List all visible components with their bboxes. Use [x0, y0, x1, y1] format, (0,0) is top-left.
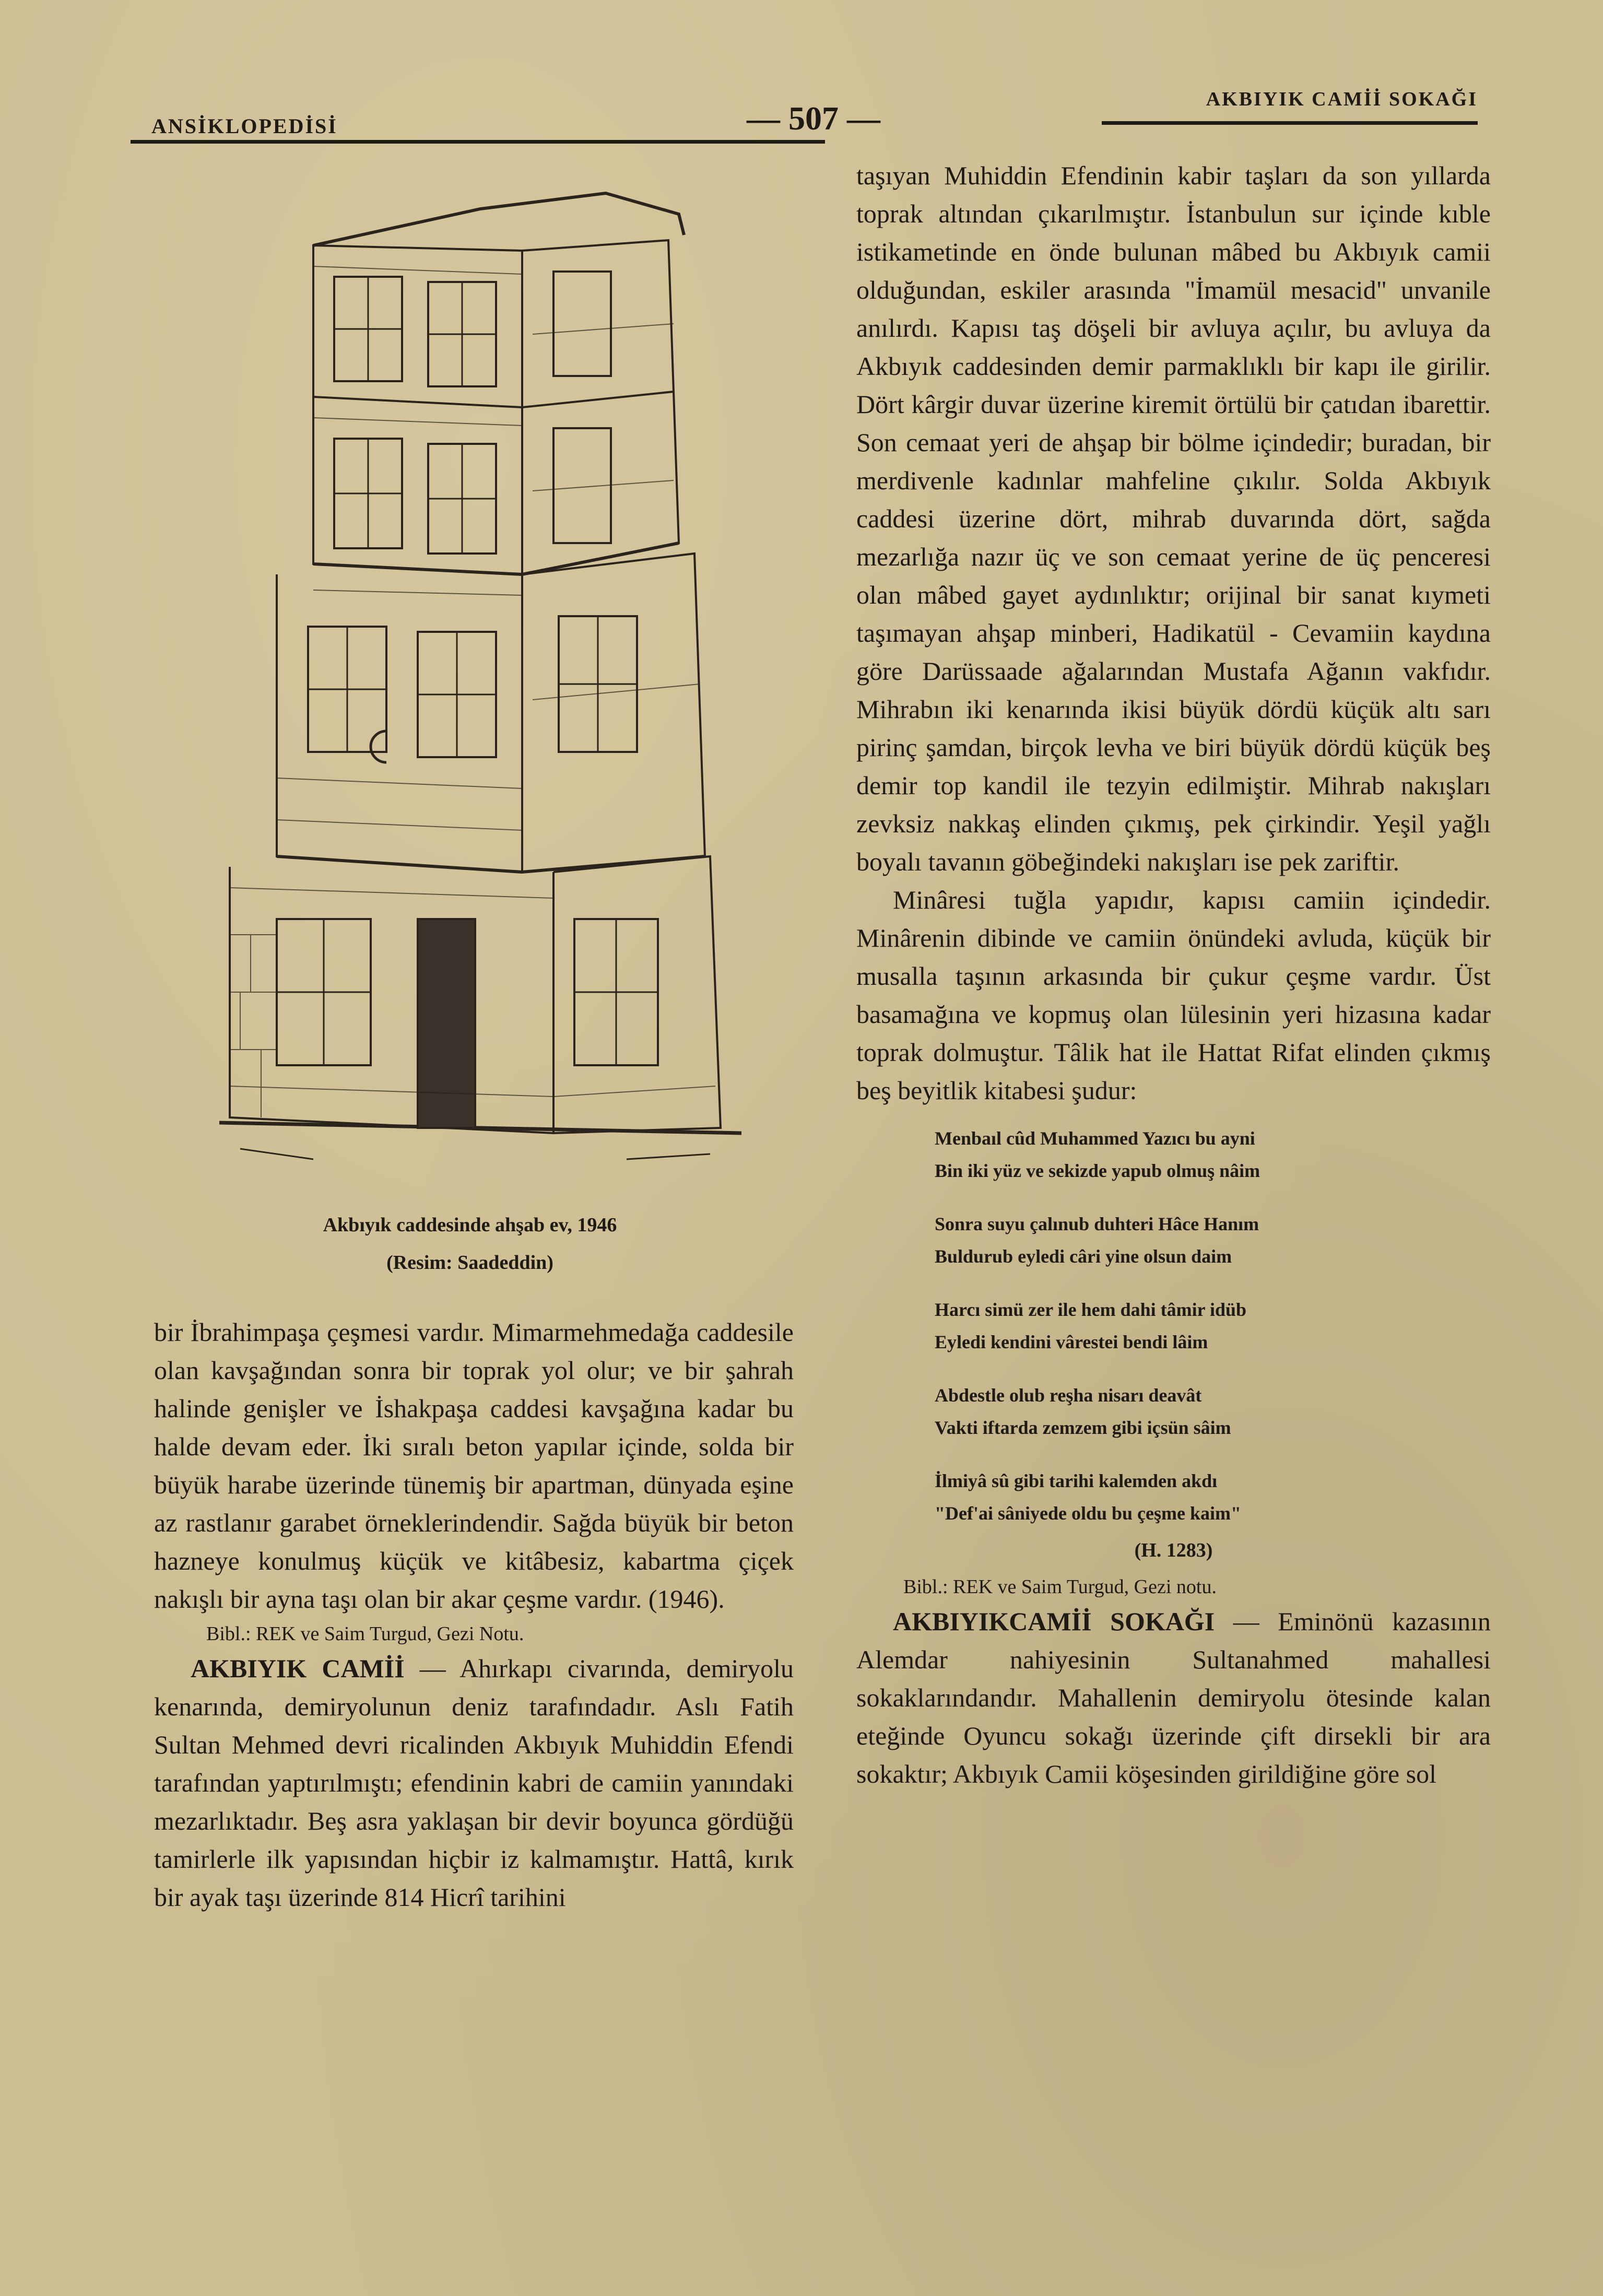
- left-paragraph-1: bir İbrahimpaşa çeşmesi vardır. Mimarmehmedağa caddesile olan kavşağından sonra bir toprak yol olur; ve bir şahrah halinde genişler ve İshakpaşa caddesi kavşağına kadar bu halde devam eder. İki sıralı beton yapılar içinde, solda bir büyük harabe üzerinde tünemiş bir apartman, dünyada eşine az rastlanır garabet örneklerindendir. Sağda büyük bir beton hazneye konulmuş küçük ve kitâbesiz, kabartma çiçek nakışlı bir ayna taşı olan bir akar çeşme vardır. (1946).: [154, 1317, 794, 1614]
- entry-akbiyik-camii: [154, 1650, 794, 1916]
- verse-stanza: [935, 1293, 1491, 1358]
- header-right-title: AKBIYIK CAMİİ SOKAĞI: [1206, 88, 1478, 110]
- right-column: [856, 157, 1491, 1793]
- verse-line: Vakti iftarda zemzem gibi içsün sâim: [935, 1417, 1231, 1438]
- verse-stanza: [935, 1122, 1491, 1187]
- verse-line: "Def'ai sâniyede oldu bu çeşme kaim": [935, 1503, 1241, 1524]
- verse-stanza: [935, 1208, 1491, 1273]
- page-header: [131, 78, 1483, 136]
- verse-line: Bin iki yüz ve sekizde yapub olmuş nâim: [935, 1160, 1260, 1181]
- right-bibliography: Bibl.: REK ve Saim Turgud, Gezi notu.: [903, 1576, 1217, 1598]
- left-bibliography: Bibl.: REK ve Saim Turgud, Gezi Notu.: [206, 1623, 524, 1645]
- inscription-date: (H. 1283): [1134, 1539, 1213, 1561]
- verse-stanza: [935, 1465, 1491, 1529]
- caption-credit: (Resim: Saadeddin): [386, 1252, 553, 1274]
- house-illustration: [157, 178, 783, 1201]
- entry-body: — Ahırkapı civarında, demiryolu kenarında, demiryolunun deniz tarafındadır. Aslı Fatih Sultan Mehmed devri ricalinden Akbıyık Muhiddin Efendi tarafından yaptırılmıştı; efendinin kabri de camiin yanındaki mezarlıktadır. Beş asra yaklaşan bir devir boyunca gördüğü tamirlerle ilk yapısından hiçbir iz kalmamıştır. Hattâ, kırık bir ayak taşı üzerinde 814 Hicrî tarihini: [154, 1654, 794, 1912]
- verse-line: Harcı simü zer ile hem dahi tâmir idüb: [935, 1299, 1247, 1320]
- right-paragraph-1: taşıyan Muhiddin Efendinin kabir taşları da son yıllarda toprak altından çıkarılmıştır. İstanbulun sur içinde kıble istikametinde en önde bulunan mâbed bu Akbıyık camii olduğundan, eskiler arasında "İmamül mesacid" unvanile anılırdı. Kapısı taş döşeli bir avluya açılır, bu avluya da Akbıyık caddesinden demir parmaklıklı bir kapı ile girilir. Dört kârgir duvar üzerine kiremit örtülü bir çatıdan ibarettir. Son cemaat yeri de ahşap bir bölme içindedir; buradan, bir merdivenle kadınlar mahfeline çıkılır. Solda Akbıyık caddesi üzerine dört, mihrab duvarında dört, sağda mezarlığa nazır üç ve son cemaat yerine de üç penceresi olan mâbed gayet aydınlıktır; orijinal bir sanat kıymeti taşımayan ahşap minberi, Hadikatül - Cevamiin kaydına göre Darüssaade ağalarından Mustafa Ağanın vakfıdır. Mihrabın iki kenarında ikisi büyük dördü küçük altı sarı pirinç şamdan, birçok levha ve biri büyük dördü küçük beş demir top kandil ile tezyin edilmiştir. Mihrab nakışları zevksiz nakkaş elinden çıkmış, pek çirkindir. Yeşil yağlı boyalı tavanın göbeğindeki nakışları ise pek zariftir.: [856, 161, 1491, 876]
- header-rule-left: [131, 140, 825, 144]
- right-paragraph-2: Minâresi tuğla yapıdır, kapısı camiin içindedir. Minârenin dibinde ve camiin önündeki avluda, küçük bir musalla taşının arkasında bir çukur çeşme vardır. Üst basamağına ve kopmuş olan lülesinin yeri hizasına kadar toprak dolmuştur. Tâlik hat ile Hattat Rifat elinden çıkmış beş beyitlik kitabesi şudur:: [856, 885, 1491, 1105]
- verse-line: Abdestle olub reşha nisarı deavât: [935, 1385, 1202, 1406]
- verse-line: İlmiyâ sû gibi tarihi kalemden akdı: [935, 1470, 1218, 1491]
- inscription-verse: [856, 1122, 1491, 1529]
- header-left-title: ANSİKLOPEDİSİ: [151, 114, 338, 138]
- verse-stanza: [935, 1379, 1491, 1444]
- verse-line: Menbaıl cûd Muhammed Yazıcı bu ayni: [935, 1128, 1255, 1149]
- entry-akbiyikcamii-sokagi: [856, 1603, 1491, 1793]
- verse-line: Buldurub eyledi câri yine olsun daim: [935, 1246, 1232, 1267]
- verse-line: Sonra suyu çalınub duhteri Hâce Hanım: [935, 1214, 1259, 1234]
- left-column: [154, 1313, 794, 1916]
- entry-body: — Eminönü kazasının Alemdar nahiyesinin Sultanahmed mahallesi sokaklarındandır. Mahallenin demiryolu ötesinde kalan eteğinde Oyuncu sokağı üzerinde çift dirsekli bir ara sokaktır; Akbıyık Camii köşesinden girildiğine göre sol: [856, 1607, 1491, 1788]
- header-rule-right: [1102, 121, 1478, 125]
- caption-title: Akbıyık caddesinde ahşab ev, 1946: [323, 1214, 617, 1236]
- page-number: — 507 —: [747, 100, 880, 137]
- entry-title: AKBIYIK CAMİİ: [191, 1654, 405, 1683]
- figure-caption: [157, 1206, 783, 1281]
- entry-title: AKBIYIKCAMİİ SOKAĞI: [893, 1607, 1215, 1636]
- verse-line: Eyledi kendini vârestei bendi lâim: [935, 1332, 1208, 1352]
